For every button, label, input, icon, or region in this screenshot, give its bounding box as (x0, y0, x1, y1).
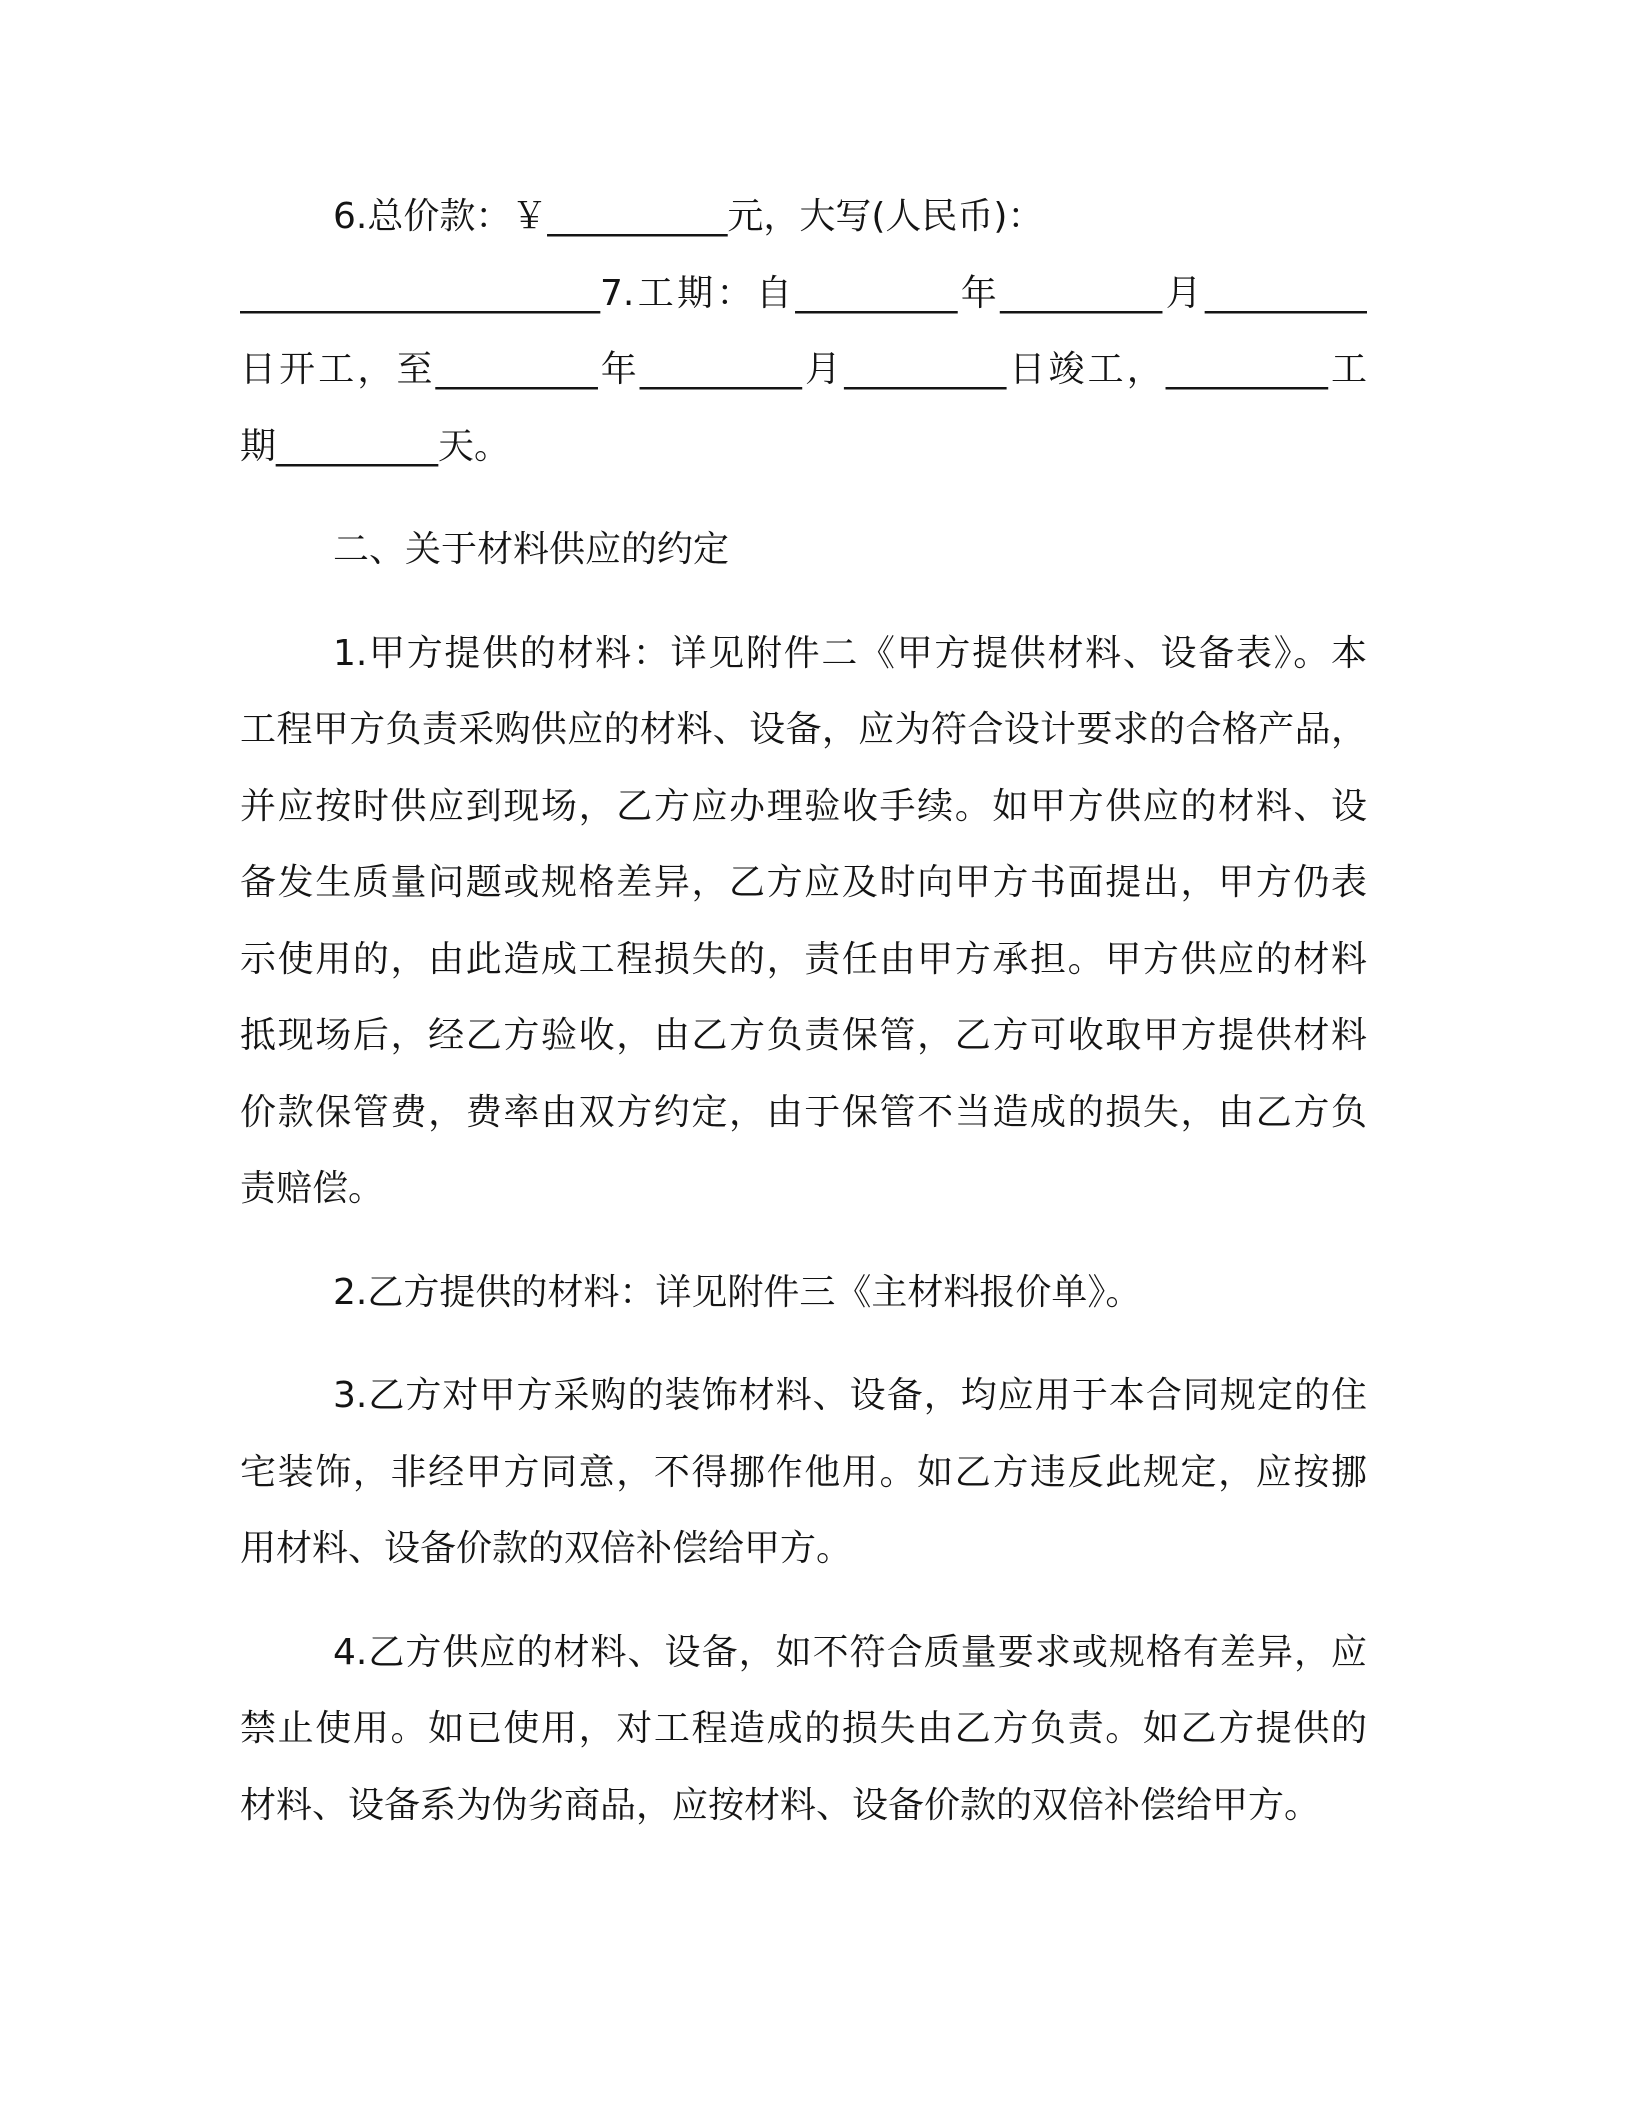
section-heading: 二、关于材料供应的约定 (333, 529, 730, 570)
paragraph-line: 价款保管费，费率由双方约定，由于保管不当造成的损失，由乙方负 (240, 1091, 1367, 1133)
paragraph-line: 1.甲方提供的材料：详见附件二《甲方提供材料、设备表》。本 (333, 632, 1367, 674)
document-body (240, 179, 1367, 1844)
paragraph-line: 备发生质量问题或规格差异，乙方应及时向甲方书面提出，甲方仍表 (240, 862, 1367, 903)
clause-contractor-supplied-materials (240, 1255, 1367, 1332)
paragraph-line: 工程甲方负责采购供应的材料、设备，应为符合设计要求的合格产品， (240, 709, 1367, 750)
paragraph-line: 示使用的，由此造成工程损失的，责任由甲方承担。甲方供应的材料 (240, 938, 1367, 980)
paragraph-line: 责赔偿。 (240, 1168, 385, 1209)
schedule-line: ____________________7.工期：自_________年_________月_________ (240, 272, 1367, 314)
paragraph-line: 宅装饰，非经甲方同意，不得挪作他用。如乙方违反此规定，应按挪 (240, 1451, 1367, 1493)
paragraph-line: 3.乙方对甲方采购的装饰材料、设备，均应用于本合同规定的住 (333, 1375, 1367, 1416)
paragraph-line: 禁止使用。如已使用，对工程造成的损失由乙方负责。如乙方提供的 (240, 1708, 1367, 1749)
clause-owner-supplied-materials (240, 616, 1367, 1228)
total-price-line: 6.总价款：￥__________元，大写(人民币)： (333, 196, 1044, 237)
schedule-line: 期_________天。 (240, 425, 511, 467)
paragraph-line: 并应按时供应到现场，乙方应办理验收手续。如甲方供应的材料、设 (240, 785, 1367, 827)
paragraph-line: 用材料、设备价款的双倍补偿给甲方。 (240, 1528, 853, 1569)
schedule-line: 日开工，至_________年_________月_________日竣工，_________工 (240, 349, 1367, 390)
paragraph-line: 材料、设备系为伪劣商品，应按材料、设备价款的双倍补偿给甲方。 (240, 1784, 1321, 1826)
clause-material-use (240, 1358, 1367, 1588)
paragraph-line: 4.乙方供应的材料、设备，如不符合质量要求或规格有差异，应 (333, 1631, 1367, 1673)
paragraph-line: 2.乙方提供的材料：详见附件三《主材料报价单》。 (333, 1271, 1142, 1313)
clause-material-quality (240, 1615, 1367, 1845)
section-heading-materials (240, 512, 1367, 589)
paragraph-line: 抵现场后，经乙方验收，由乙方负责保管，乙方可收取甲方提供材料 (240, 1015, 1367, 1056)
clause-price-and-schedule (240, 179, 1367, 485)
